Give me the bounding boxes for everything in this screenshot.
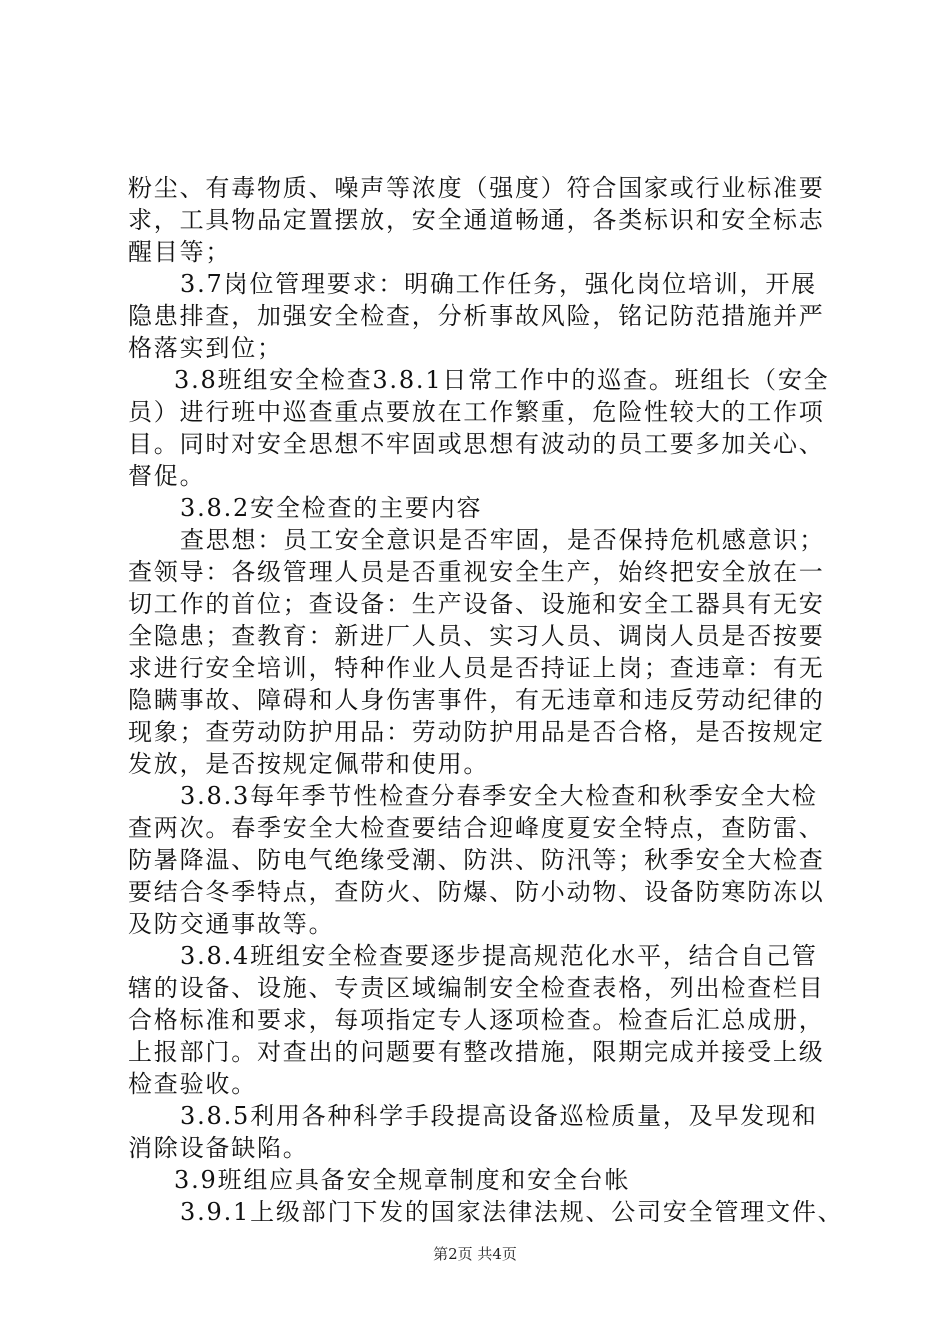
text-line: 消除设备缺陷。 [128,1134,309,1162]
text-line: 3.9.1上级部门下发的国家法律法规、公司安全管理文件、 [180,1198,844,1226]
text-line: 3.8.5利用各种科学手段提高设备巡检质量，及早发现和 [180,1102,818,1130]
text-line: 查两次。春季安全大检查要结合迎峰度夏安全特点，查防雷、 [128,814,825,842]
text-line: 3.8.3每年季节性检查分春季安全大检查和秋季安全大检 [180,782,818,810]
text-line: 检查验收。 [128,1070,257,1098]
text-line: 切工作的首位；查设备：生产设备、设施和安全工器具有无安 [128,590,825,618]
text-line: 查思想：员工安全意识是否牢固，是否保持危机感意识； [180,526,825,554]
page-number-footer: 第2页 共4页 [433,1245,517,1263]
text-line: 查领导：各级管理人员是否重视安全生产，始终把安全放在一 [128,558,825,586]
text-line: 督促。 [128,462,206,490]
text-line: 要结合冬季特点，查防火、防爆、防小动物、设备防寒防冻以 [128,878,825,906]
text-line: 发放，是否按规定佩带和使用。 [128,750,490,778]
text-line: 3.9班组应具备安全规章制度和安全台帐 [174,1166,631,1194]
text-line: 3.7岗位管理要求：明确工作任务，强化岗位培训，开展 [180,270,817,298]
text-line: 求，工具物品定置摆放，安全通道畅通，各类标识和安全标志 [128,206,825,234]
text-line: 求进行安全培训，特种作业人员是否持证上岗；查违章：有无 [128,654,825,682]
text-line: 醒目等； [128,238,232,266]
text-line: 3.8班组安全检查3.8.1日常工作中的巡查。班组长（安全 [174,366,830,394]
text-line: 隐患排查，加强安全检查，分析事故风险，铭记防范措施并严 [128,302,825,330]
text-line: 全隐患；查教育：新进厂人员、实习人员、调岗人员是否按要 [128,622,825,650]
text-line: 目。同时对安全思想不牢固或思想有波动的员工要多加关心、 [128,430,825,458]
text-line: 3.8.4班组安全检查要逐步提高规范化水平，结合自己管 [180,942,818,970]
text-line: 粉尘、有毒物质、噪声等浓度（强度）符合国家或行业标准要 [128,174,825,202]
text-line: 隐瞒事故、障碍和人身伤害事件，有无违章和违反劳动纪律的 [128,686,825,714]
text-line: 防暑降温、防电气绝缘受潮、防洪、防汛等；秋季安全大检查 [128,846,825,874]
text-line: 合格标准和要求，每项指定专人逐项检查。检查后汇总成册， [128,1006,825,1034]
text-line: 员）进行班中巡查重点要放在工作繁重，危险性较大的工作项 [128,398,825,426]
text-line: 上报部门。对查出的问题要有整改措施，限期完成并接受上级 [128,1038,825,1066]
text-line: 辖的设备、设施、专责区域编制安全检查表格，列出检查栏目 [128,974,825,1002]
text-line: 格落实到位； [128,334,283,362]
text-line: 3.8.2安全检查的主要内容 [180,494,483,522]
text-line: 现象；查劳动防护用品：劳动防护用品是否合格，是否按规定 [128,718,825,746]
text-line: 及防交通事故等。 [128,910,335,938]
